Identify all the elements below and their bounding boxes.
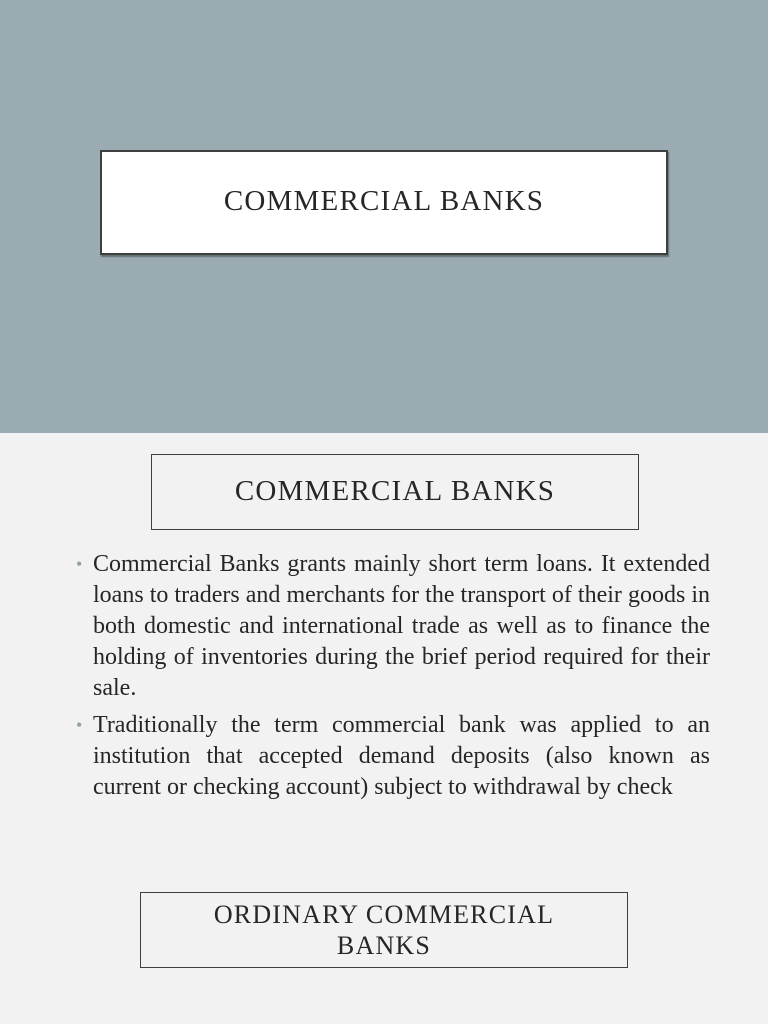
bullet-item — [76, 710, 710, 803]
bullet-text: Traditionally the term commercial bank was applied to an institution that accepted demand deposits (also known as current or checking account) subject to withdrawal by check — [93, 712, 710, 800]
next-heading-box — [140, 892, 628, 968]
next-heading: ORDINARY COMMERCIAL BANKS — [213, 900, 555, 960]
title-box — [100, 150, 668, 255]
slide-heading: COMMERCIAL BANKS — [234, 474, 556, 507]
title-slide — [0, 0, 768, 433]
bullet-item — [76, 549, 710, 704]
bullet-icon: • — [76, 554, 83, 574]
bullet-list — [76, 549, 710, 809]
bullet-text: Commercial Banks grants mainly short term loans. It extended loans to traders and merchants for the transport of their goods in both domestic and international trade as well as to finance the holding of inventories during the brief period required for their sale. — [93, 551, 710, 701]
content-slide — [0, 433, 768, 1024]
bullet-icon: • — [76, 715, 83, 735]
heading-box — [151, 454, 639, 530]
slide-title: COMMERCIAL BANKS — [223, 184, 545, 217]
